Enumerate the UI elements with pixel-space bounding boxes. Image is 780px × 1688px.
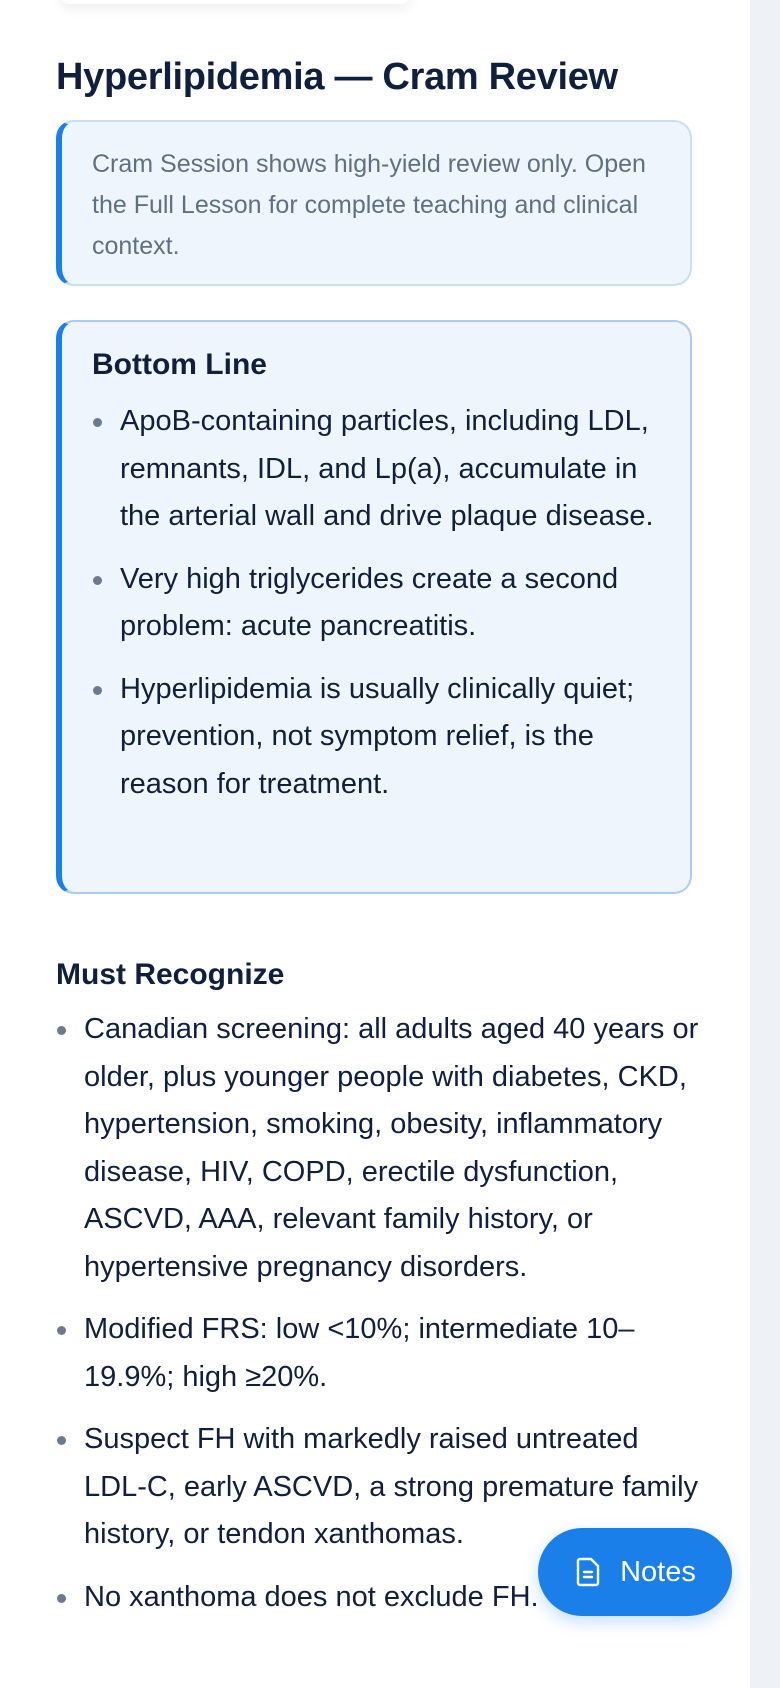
info-notice: [56, 120, 692, 286]
bottom-line-item: ApoB-containing particles, including LDL, remnants, IDL, and Lp(a), accumulate in the arterial wall and drive plaque disease.: [92, 398, 662, 541]
bottom-line-list: [92, 398, 662, 808]
note-icon: [574, 1557, 602, 1587]
bottom-line-item: Very high triglycerides create a second problem: acute pancreatitis.: [92, 556, 662, 651]
must-recognize-item: Suspect FH with markedly raised untreated LDL-C, early ASCVD, a strong premature family history, or tendon xanthomas.: [56, 1416, 706, 1559]
notes-button[interactable]: [538, 1528, 732, 1616]
page-scroll-rail: [750, 0, 780, 1688]
must-recognize-item: No xanthoma does not exclude FH.: [56, 1574, 706, 1622]
bottom-line-item: Hyperlipidemia is usually clinically quiet; prevention, not symptom relief, is the reason for treatment.: [92, 666, 662, 809]
bottom-line-callout: [56, 320, 692, 894]
must-recognize-heading: Must Recognize: [56, 958, 285, 991]
info-notice-text: Cram Session shows high-yield review only. Open the Full Lesson for complete teaching and clinical context.: [92, 150, 646, 260]
header-card-edge: [60, 0, 410, 4]
page-title: Hyperlipidemia — Cram Review: [56, 56, 618, 98]
must-recognize-item: Modified FRS: low <10%; intermediate 10–19.9%; high ≥20%.: [56, 1306, 706, 1401]
notes-button-label: Notes: [620, 1555, 696, 1588]
must-recognize-item: Canadian screening: all adults aged 40 years or older, plus younger people with diabetes, CKD, hypertension, smoking, obesity, inflammatory disease, HIV, COPD, erectile dysfunction, ASCVD, AAA, relevant family history, or hypertensive pregnancy disorders.: [56, 1006, 706, 1291]
bottom-line-heading: Bottom Line: [92, 348, 267, 381]
